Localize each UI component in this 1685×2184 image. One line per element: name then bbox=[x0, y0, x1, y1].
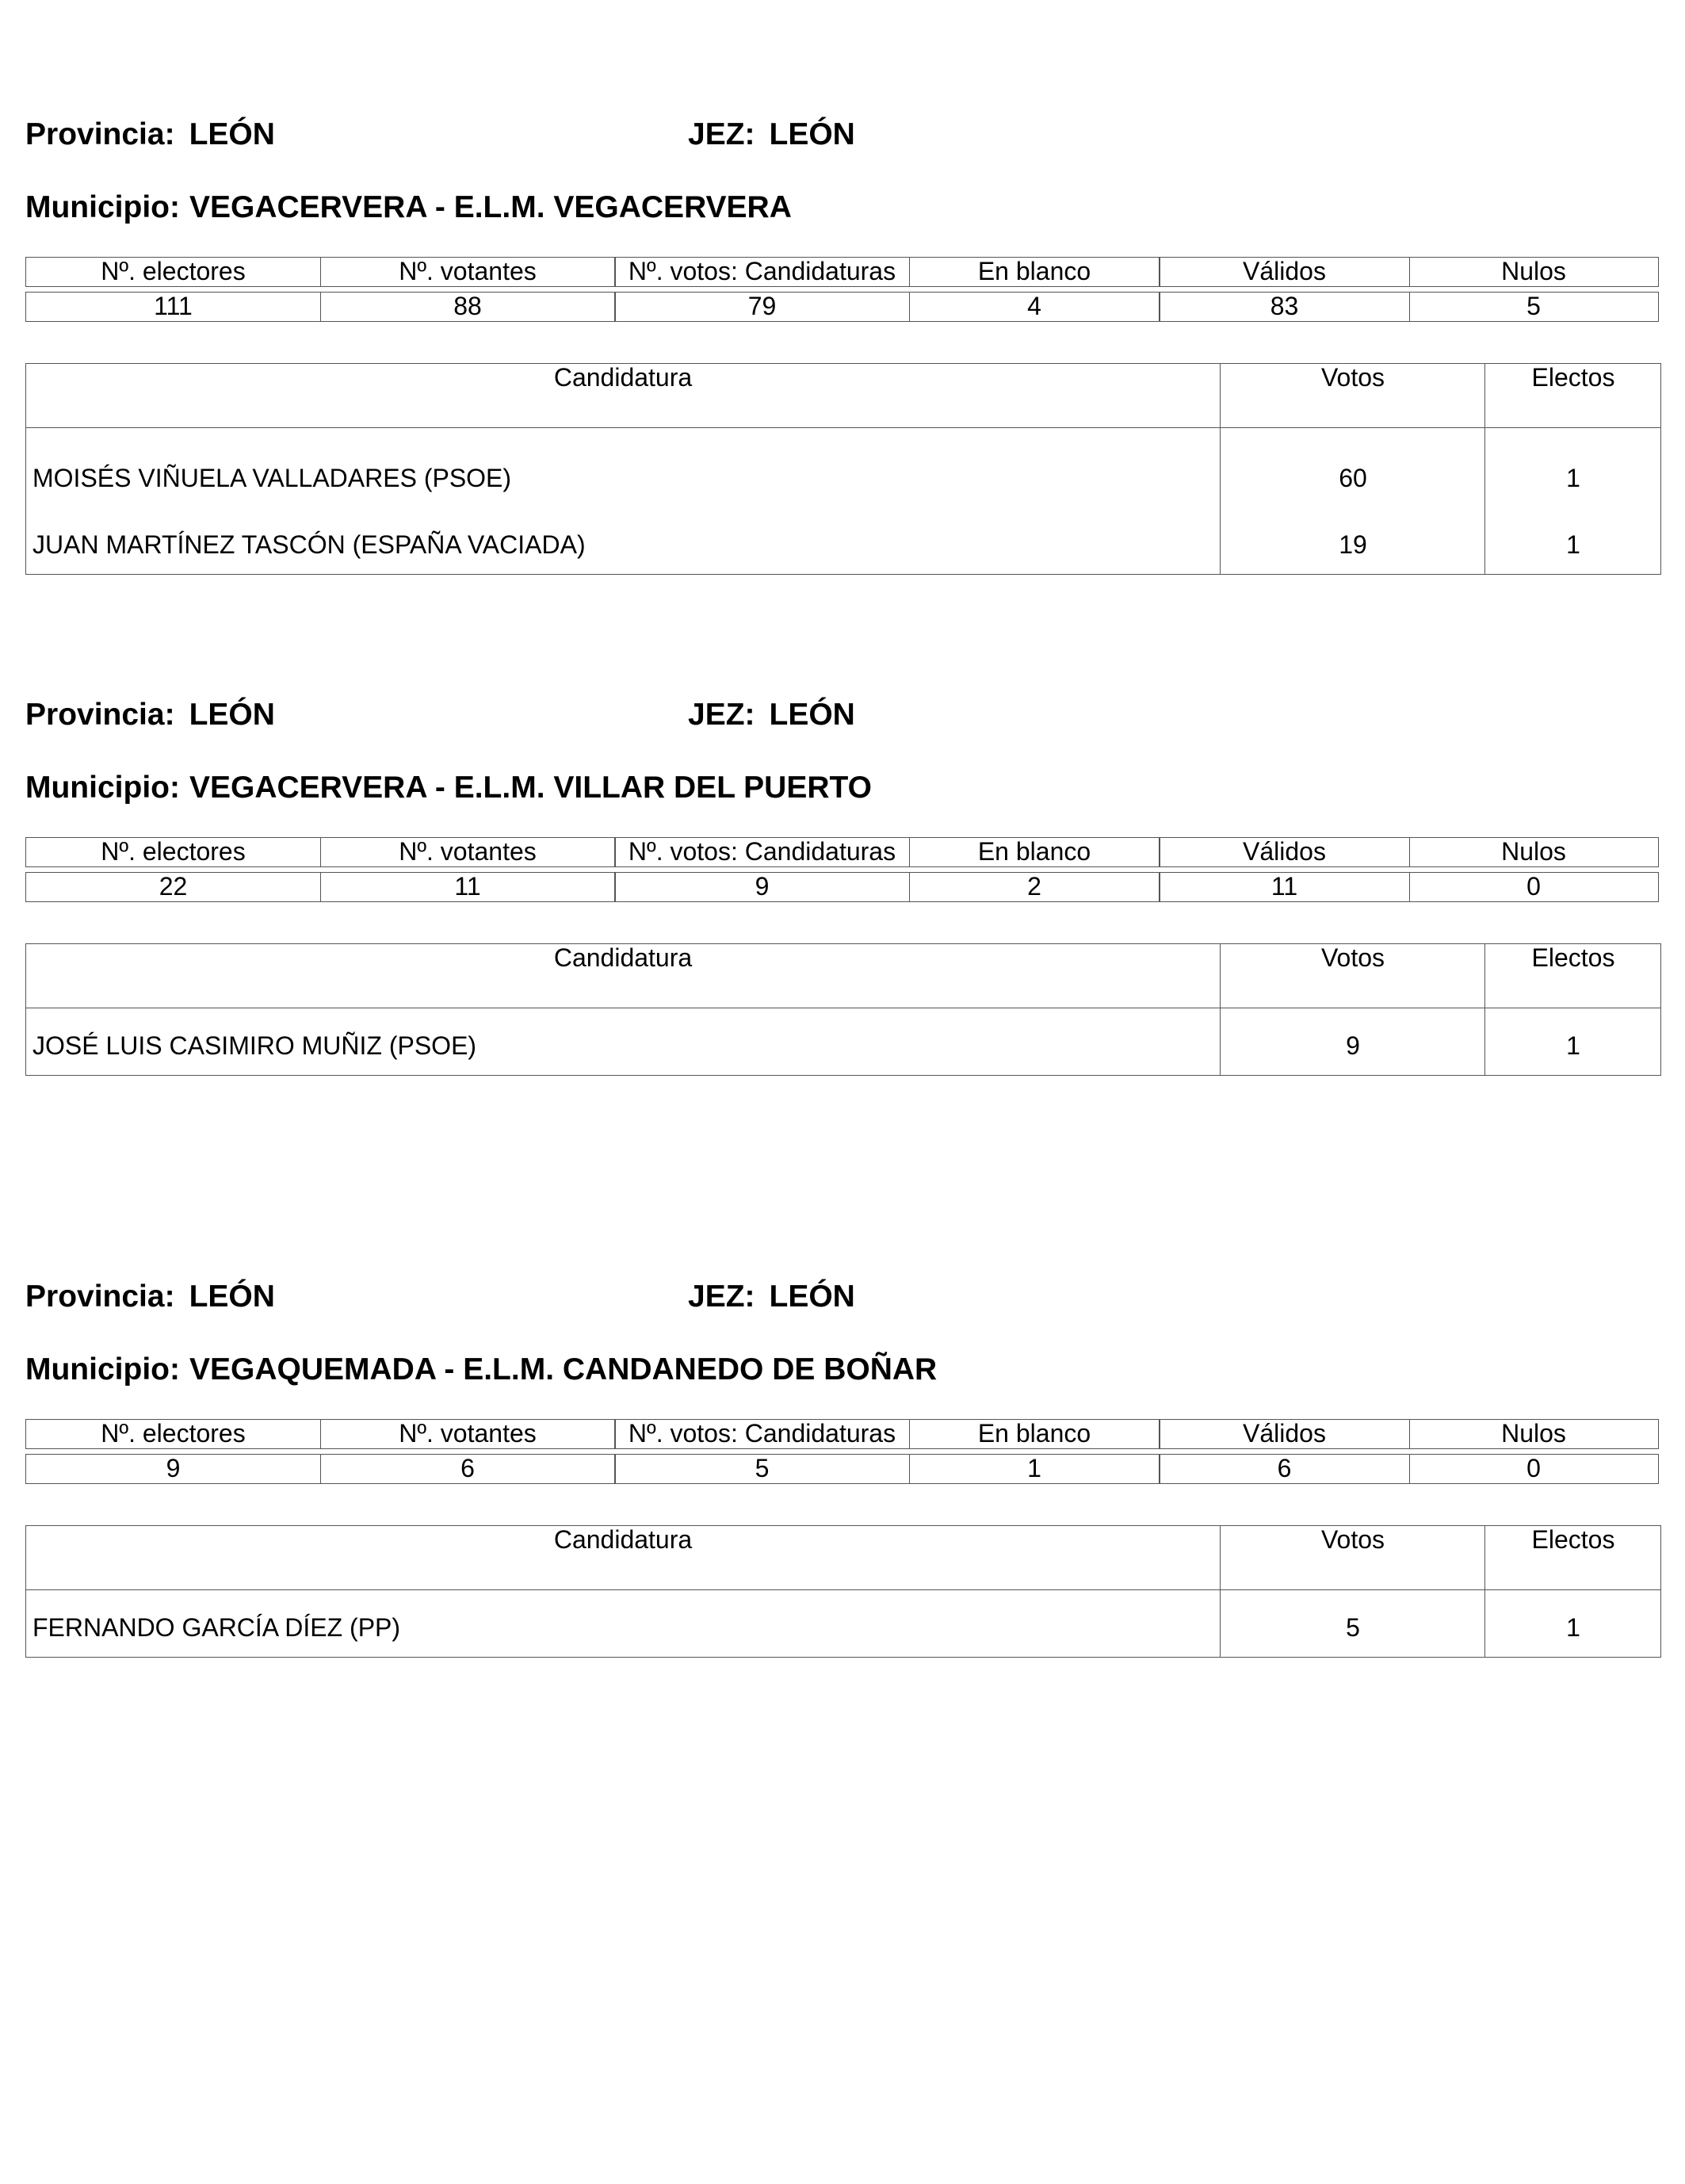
provincia-label: Provincia: bbox=[25, 698, 175, 732]
summary-table bbox=[25, 257, 1661, 323]
candidate-row bbox=[26, 507, 1660, 574]
candidates-header-row bbox=[26, 944, 1660, 1008]
summary-table bbox=[25, 1419, 1661, 1486]
candidate-row bbox=[26, 1008, 1660, 1075]
candidate-votos: 5 bbox=[1346, 1613, 1360, 1642]
summary-header-cell: Nulos bbox=[1409, 1419, 1659, 1449]
summary-value-row bbox=[25, 292, 1661, 322]
summary-header-row bbox=[25, 257, 1661, 287]
summary-header-row bbox=[25, 1419, 1661, 1449]
candidates-table bbox=[25, 363, 1661, 575]
candidates-header-row bbox=[26, 1526, 1660, 1590]
candidate-electos: 1 bbox=[1566, 1613, 1580, 1642]
summary-value-cell: 4 bbox=[909, 292, 1160, 322]
result-section-candanedo-de-bonar bbox=[25, 1279, 1661, 1723]
result-section-villar-del-puerto bbox=[25, 698, 1661, 1142]
candidatura-header: Candidatura bbox=[553, 943, 693, 972]
summary-value-cell: 6 bbox=[1159, 1454, 1410, 1484]
summary-value-cell: 9 bbox=[25, 1454, 321, 1484]
provincia-line bbox=[25, 117, 275, 165]
summary-header-cell: Nulos bbox=[1409, 837, 1659, 867]
summary-value-cell: 1 bbox=[909, 1454, 1160, 1484]
votos-header: Votos bbox=[1220, 1526, 1485, 1589]
jez-line bbox=[688, 1279, 855, 1327]
candidate-name: JUAN MARTÍNEZ TASCÓN (ESPAÑA VACIADA) bbox=[32, 530, 586, 559]
provincia-label: Provincia: bbox=[25, 1279, 175, 1314]
summary-header-cell: Nº. votantes bbox=[320, 1419, 616, 1449]
summary-value-cell: 11 bbox=[320, 872, 616, 902]
candidatura-header: Candidatura bbox=[553, 1525, 693, 1554]
summary-value-cell: 9 bbox=[614, 872, 910, 902]
municipio-line bbox=[25, 190, 792, 225]
jez-value: LEÓN bbox=[769, 698, 855, 732]
electos-header: Electos bbox=[1484, 944, 1661, 1008]
municipio-value: VEGACERVERA - E.L.M. VILLAR DEL PUERTO bbox=[189, 771, 872, 805]
summary-header-cell: Nº. electores bbox=[25, 837, 321, 867]
provincia-value: LEÓN bbox=[189, 698, 275, 732]
municipio-line bbox=[25, 1352, 937, 1387]
municipio-line bbox=[25, 771, 872, 805]
summary-value-cell: 111 bbox=[25, 292, 321, 322]
summary-header-cell: Válidos bbox=[1159, 1419, 1410, 1449]
summary-value-cell: 5 bbox=[1409, 292, 1659, 322]
candidatura-header: Candidatura bbox=[553, 363, 693, 392]
summary-value-cell: 11 bbox=[1159, 872, 1410, 902]
jez-value: LEÓN bbox=[769, 1279, 855, 1314]
summary-value-cell: 6 bbox=[320, 1454, 616, 1484]
candidates-header-row bbox=[26, 364, 1660, 428]
summary-header-cell: Nulos bbox=[1409, 257, 1659, 287]
jez-label: JEZ: bbox=[688, 698, 755, 732]
candidate-votos: 9 bbox=[1346, 1031, 1360, 1060]
municipio-value: VEGAQUEMADA - E.L.M. CANDANEDO DE BOÑAR bbox=[189, 1352, 938, 1387]
candidate-row bbox=[26, 1590, 1660, 1657]
summary-value-row bbox=[25, 1454, 1661, 1484]
summary-value-cell: 5 bbox=[614, 1454, 910, 1484]
candidate-name: JOSÉ LUIS CASIMIRO MUÑIZ (PSOE) bbox=[32, 1031, 477, 1060]
jez-label: JEZ: bbox=[688, 1279, 755, 1314]
summary-header-cell: Válidos bbox=[1159, 257, 1410, 287]
municipio-label: Municipio: bbox=[25, 190, 180, 224]
candidate-votos: 19 bbox=[1339, 530, 1367, 559]
votos-header: Votos bbox=[1220, 364, 1485, 427]
municipio-label: Municipio: bbox=[25, 1352, 180, 1387]
candidate-electos: 1 bbox=[1566, 1031, 1580, 1060]
summary-header-cell: En blanco bbox=[909, 257, 1160, 287]
candidate-name: MOISÉS VIÑUELA VALLADARES (PSOE) bbox=[32, 464, 512, 492]
candidates-table bbox=[25, 1525, 1661, 1658]
summary-header-cell: Nº. votantes bbox=[320, 257, 616, 287]
summary-value-cell: 2 bbox=[909, 872, 1160, 902]
summary-header-cell: En blanco bbox=[909, 1419, 1160, 1449]
summary-header-row bbox=[25, 837, 1661, 867]
summary-header-cell: Nº. votos: Candidaturas bbox=[614, 1419, 910, 1449]
candidate-electos: 1 bbox=[1566, 464, 1580, 492]
summary-value-cell: 88 bbox=[320, 292, 616, 322]
summary-value-cell: 0 bbox=[1409, 872, 1659, 902]
summary-header-cell: En blanco bbox=[909, 837, 1160, 867]
result-section-vegacervera bbox=[25, 117, 1661, 561]
candidate-votos: 60 bbox=[1339, 464, 1367, 492]
summary-header-cell: Nº. votos: Candidaturas bbox=[614, 837, 910, 867]
summary-header-cell: Nº. votos: Candidaturas bbox=[614, 257, 910, 287]
summary-value-row bbox=[25, 872, 1661, 902]
summary-header-cell: Nº. electores bbox=[25, 257, 321, 287]
electos-header: Electos bbox=[1484, 364, 1661, 427]
summary-header-cell: Nº. electores bbox=[25, 1419, 321, 1449]
provincia-line bbox=[25, 698, 275, 745]
summary-value-cell: 22 bbox=[25, 872, 321, 902]
summary-table bbox=[25, 837, 1661, 904]
jez-line bbox=[688, 117, 855, 165]
summary-value-cell: 0 bbox=[1409, 1454, 1659, 1484]
jez-line bbox=[688, 698, 855, 745]
candidates-table bbox=[25, 943, 1661, 1076]
summary-value-cell: 79 bbox=[614, 292, 910, 322]
municipio-label: Municipio: bbox=[25, 771, 180, 805]
votos-header: Votos bbox=[1220, 944, 1485, 1008]
summary-header-cell: Válidos bbox=[1159, 837, 1410, 867]
summary-header-cell: Nº. votantes bbox=[320, 837, 616, 867]
jez-label: JEZ: bbox=[688, 117, 755, 151]
provincia-value: LEÓN bbox=[189, 1279, 275, 1314]
provincia-line bbox=[25, 1279, 275, 1327]
candidate-name: FERNANDO GARCÍA DÍEZ (PP) bbox=[32, 1613, 401, 1642]
candidate-electos: 1 bbox=[1566, 530, 1580, 559]
provincia-value: LEÓN bbox=[189, 117, 275, 151]
jez-value: LEÓN bbox=[769, 117, 855, 151]
provincia-label: Provincia: bbox=[25, 117, 175, 151]
summary-value-cell: 83 bbox=[1159, 292, 1410, 322]
candidate-row bbox=[26, 428, 1660, 507]
municipio-value: VEGACERVERA - E.L.M. VEGACERVERA bbox=[189, 190, 792, 224]
electos-header: Electos bbox=[1484, 1526, 1661, 1589]
